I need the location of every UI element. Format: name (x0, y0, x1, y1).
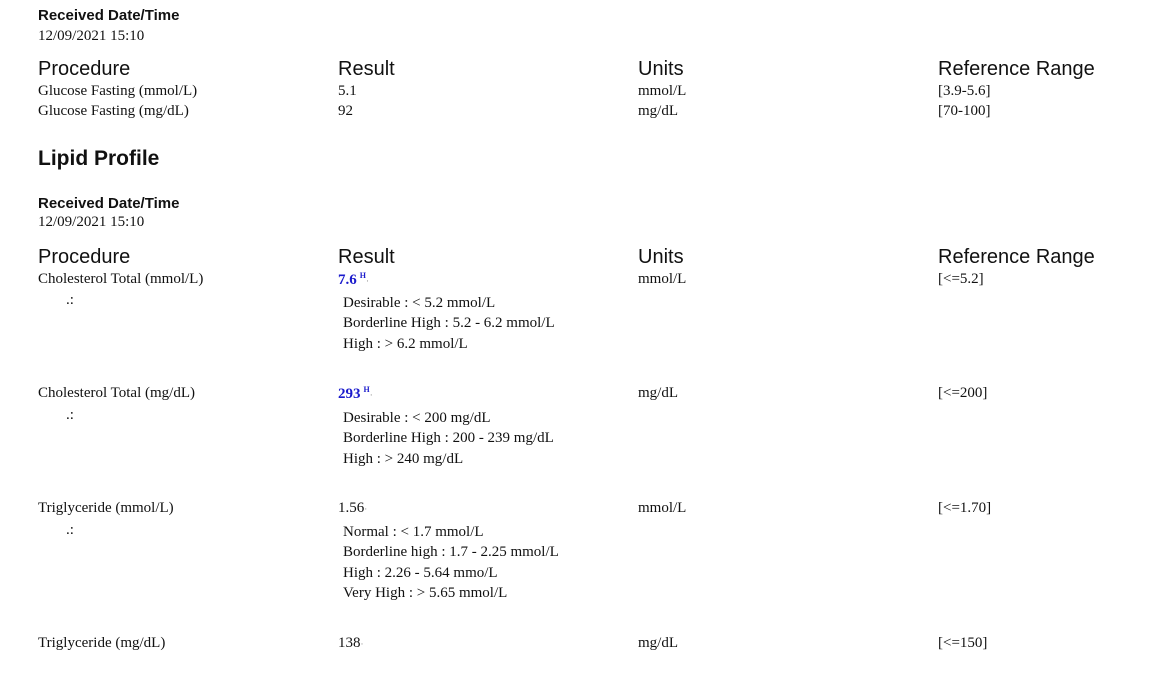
result-marker: · (365, 276, 369, 286)
section-title: Lipid Profile (38, 147, 160, 170)
procedure-sub-marker: .: (66, 292, 74, 308)
procedure-column-header: Procedure (38, 246, 131, 268)
units-value: mmol/L (638, 83, 687, 99)
procedure-name: Glucose Fasting (mg/dL) (38, 103, 189, 119)
interpretation-note: High : > 6.2 mmol/L (343, 335, 468, 352)
interpretation-note: Borderline High : 5.2 - 6.2 mmol/L (343, 315, 555, 332)
interpretation-note: Very High : > 5.65 mmol/L (343, 584, 508, 601)
result-value: 1.56 (338, 500, 365, 516)
units-column-header: Units (638, 246, 684, 268)
result-value: 138 (338, 635, 361, 651)
result-marker: · (364, 504, 368, 514)
received-datetime-label: Received Date/Time (38, 7, 180, 24)
procedure-name: Glucose Fasting (mmol/L) (38, 83, 198, 99)
interpretation-note: Borderline high : 1.7 - 2.25 mmol/L (343, 544, 559, 561)
procedure-column-header: Procedure (38, 58, 131, 80)
units-value: mmol/L (638, 271, 687, 287)
result-marker: · (360, 639, 364, 649)
result-column-header: Result (338, 58, 395, 80)
result-value-flagged: 7.6 (338, 272, 357, 288)
result-value-flagged: 293 (338, 386, 361, 402)
interpretation-note: Borderline High : 200 - 239 mg/dL (343, 430, 554, 447)
result-cell (338, 635, 364, 652)
result-value: 92 (338, 103, 353, 119)
high-flag: H (359, 271, 366, 280)
reference-range-value: [3.9-5.6] (938, 83, 991, 99)
units-value: mg/dL (638, 635, 678, 651)
received-datetime-value: 12/09/2021 15:10 (38, 28, 145, 44)
units-value: mmol/L (638, 500, 687, 516)
reference-range-value: [<=5.2] (938, 271, 984, 287)
procedure-name: Triglyceride (mg/dL) (38, 635, 166, 651)
interpretation-notes (343, 293, 555, 354)
received-datetime-value: 12/09/2021 15:10 (38, 214, 145, 230)
reference-range-column-header: Reference Range (938, 58, 1095, 80)
interpretation-note: Desirable : < 200 mg/dL (343, 410, 491, 426)
reference-range-column-header: Reference Range (938, 246, 1095, 268)
interpretation-note: High : > 240 mg/dL (343, 450, 464, 467)
result-marker: · (369, 390, 373, 400)
received-datetime-label: Received Date/Time (38, 195, 180, 212)
interpretation-note: High : 2.26 - 5.64 mmo/L (343, 564, 498, 581)
result-cell (338, 500, 367, 517)
reference-range-value: [<=1.70] (938, 500, 992, 516)
procedure-name: Triglyceride (mmol/L) (38, 500, 174, 516)
interpretation-note: Normal : < 1.7 mmol/L (343, 524, 484, 540)
reference-range-value: [<=150] (938, 635, 988, 651)
units-value: mg/dL (638, 385, 678, 401)
procedure-sub-marker: .: (66, 522, 74, 538)
procedure-sub-marker: .: (66, 407, 74, 423)
result-cell (338, 385, 373, 403)
units-value: mg/dL (638, 103, 678, 119)
procedure-name: Cholesterol Total (mg/dL) (38, 385, 195, 401)
result-value: 5.1 (338, 83, 357, 99)
reference-range-value: [70-100] (938, 103, 991, 119)
reference-range-value: [<=200] (938, 385, 988, 401)
result-column-header: Result (338, 246, 395, 268)
units-column-header: Units (638, 58, 684, 80)
interpretation-note: Desirable : < 5.2 mmol/L (343, 295, 496, 311)
high-flag: H (363, 385, 370, 394)
interpretation-notes (343, 522, 559, 603)
interpretation-notes (343, 408, 554, 469)
result-cell (338, 271, 369, 289)
procedure-name: Cholesterol Total (mmol/L) (38, 271, 204, 287)
